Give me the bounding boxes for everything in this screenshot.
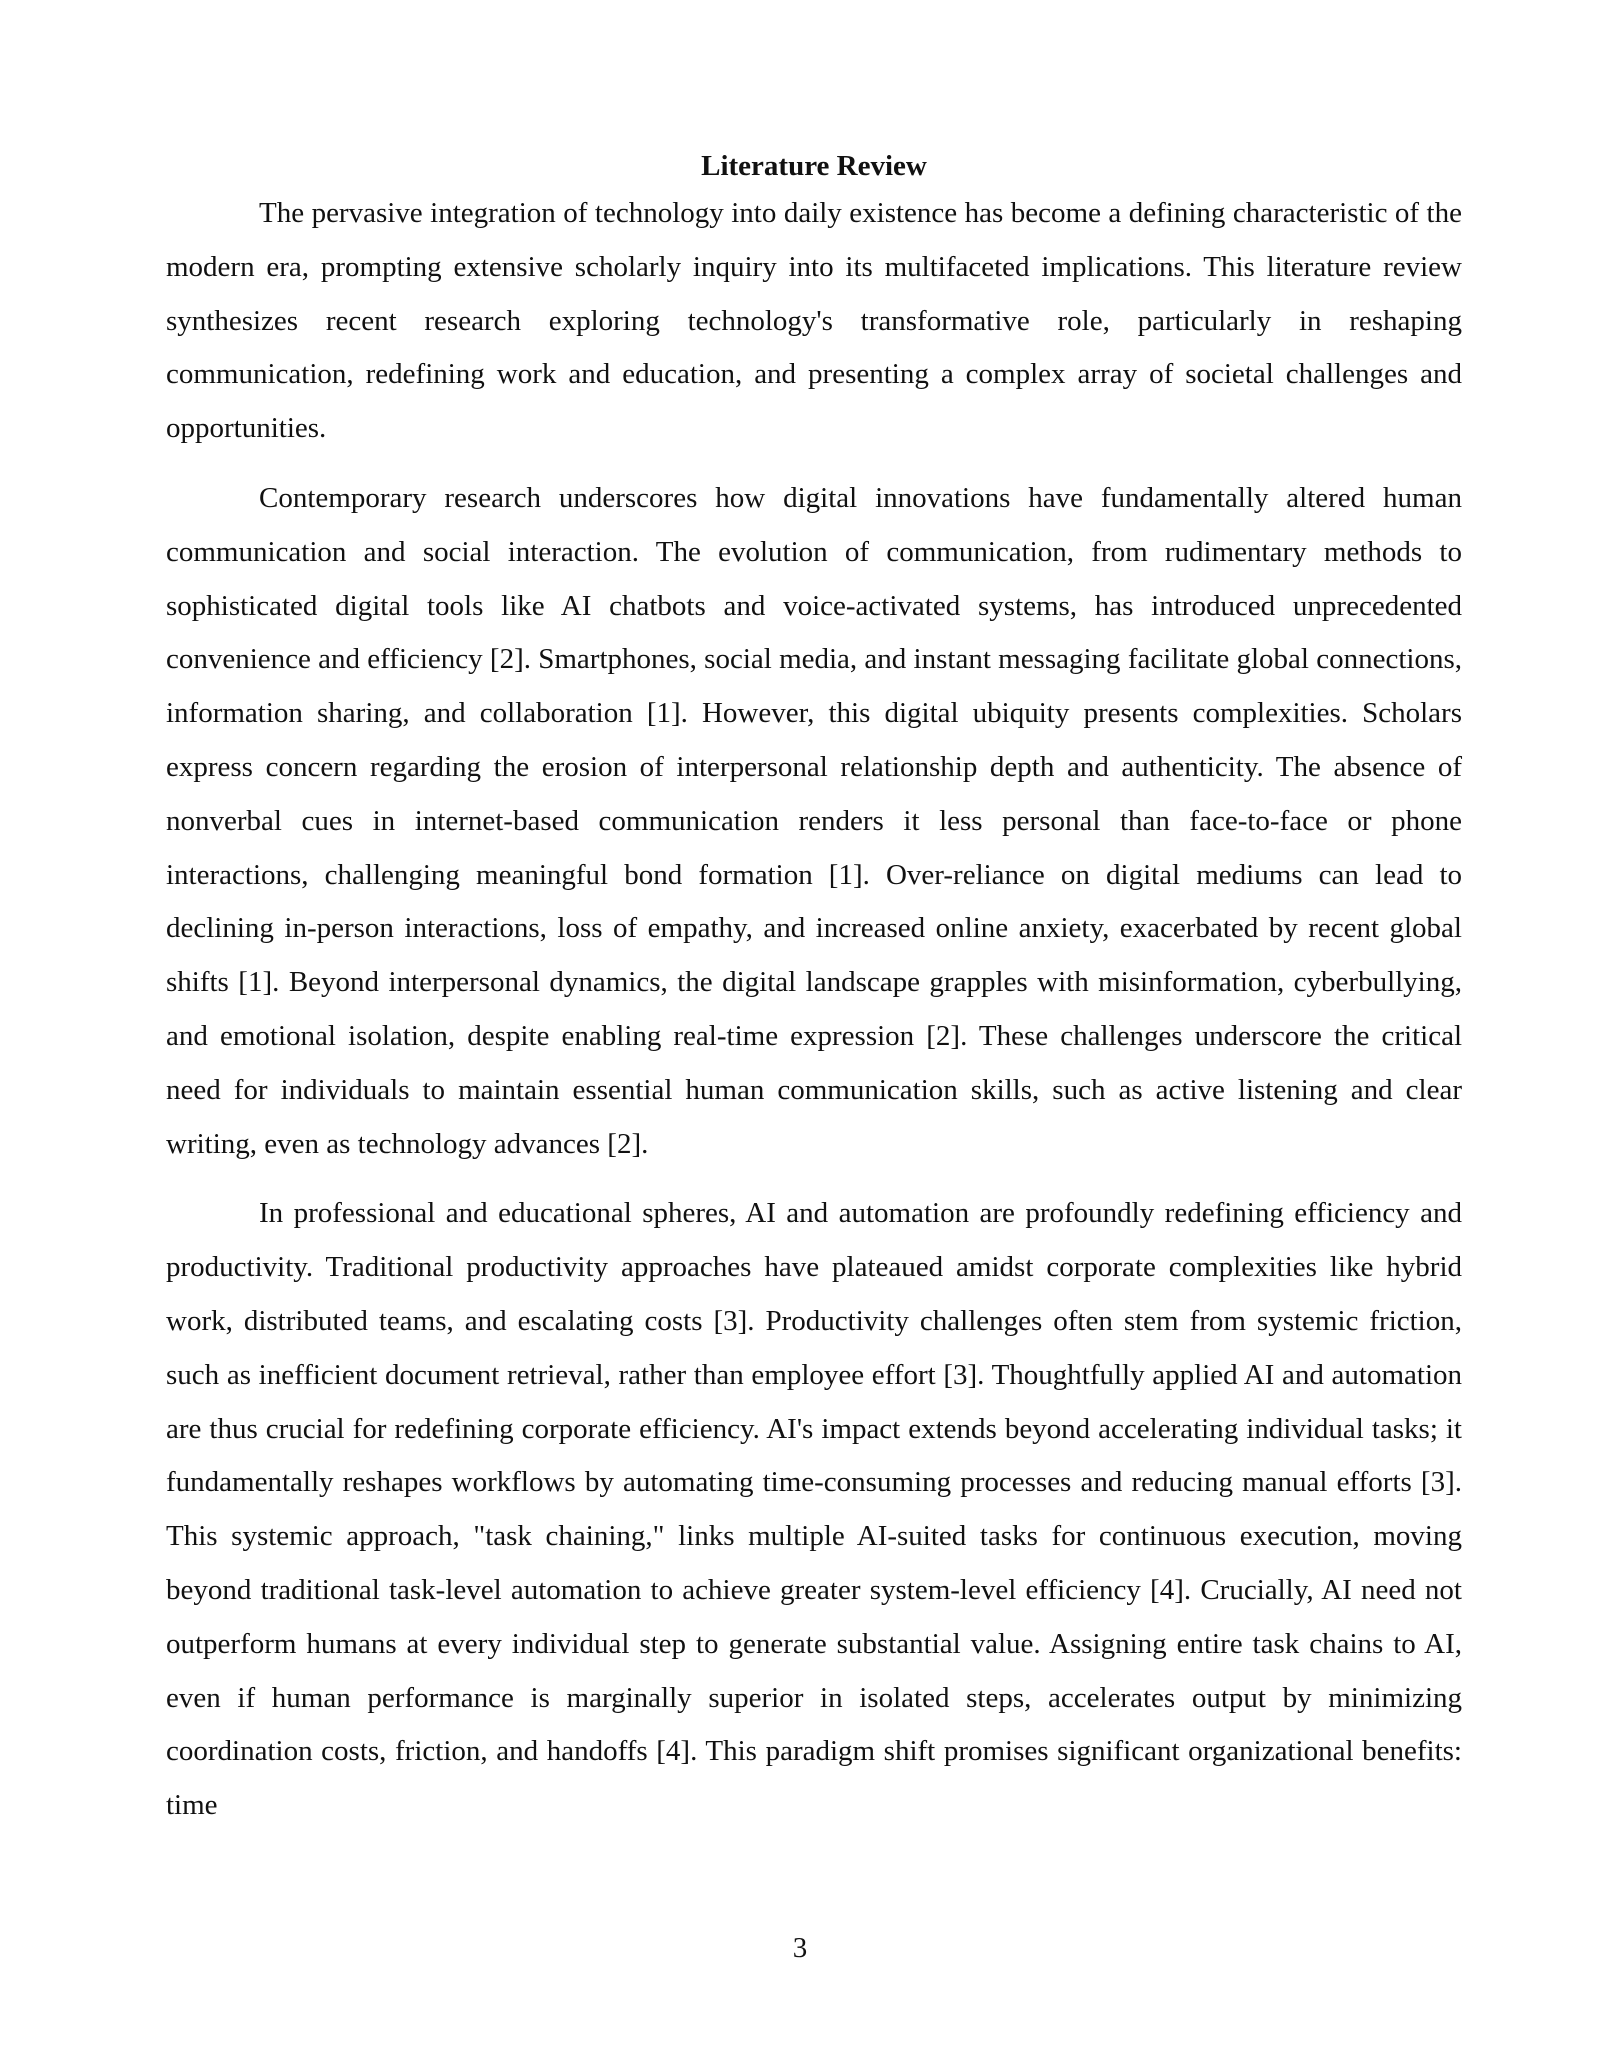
page-content — [166, 146, 1462, 1849]
paragraph-communication: Contemporary research underscores how digital innovations have fundamentally altered human communication and social interaction. The evolution of communication, from rudimentary methods to sophisticated digital tools like AI chatbots and voice-activated systems, has introduced unprecedented convenience and efficiency [2]. Smartphones, social media, and instant messaging facilitate global connections, information sharing, and collaboration [1]. However, this digital ubiquity presents complexities. Scholars express concern regarding the erosion of interpersonal relationship depth and authenticity. The absence of nonverbal cues in internet-based communication renders it less personal than face-to-face or phone interactions, challenging meaningful bond formation [1]. Over-reliance on digital mediums can lead to declining in-person interactions, loss of empathy, and increased online anxiety, exacerbated by recent global shifts [1]. Beyond interpersonal dynamics, the digital landscape grapples with misinformation, cyberbullying, and emotional isolation, despite enabling real-time expression [2]. These challenges underscore the critical need for individuals to maintain essential human communication skills, such as active listening and clear writing, even as technology advances [2]. — [166, 481, 1462, 1160]
paragraph-work-education: In professional and educational spheres, AI and automation are profoundly redefining efficiency and productivity. Traditional productivity approaches have plateaued amidst corporate complexities like hybrid work, distributed teams, and escalating costs [3]. Productivity challenges often stem from systemic friction, such as inefficient document retrieval, rather than employee effort [3]. Thoughtfully applied AI and automation are thus crucial for redefining corporate efficiency. AI's impact extends beyond accelerating individual tasks; it fundamentally reshapes workflows by automating time-consuming processes and reducing manual efforts [3]. This systemic approach, "task chaining," links multiple AI-suited tasks for continuous execution, moving beyond traditional task-level automation to achieve greater system-level efficiency [4]. Crucially, AI need not outperform humans at every individual step to generate substantial value. Assigning entire task chains to AI, even if human performance is marginally superior in isolated steps, accelerates output by minimizing coordination costs, friction, and handoffs [4]. This paradigm shift promises significant organizational benefits: time — [166, 1197, 1462, 1822]
section-heading: Literature Review — [701, 150, 927, 182]
paragraph-introduction: The pervasive integration of technology into daily existence has become a defining characteristic of the modern era, prompting extensive scholarly inquiry into its multifaceted implications. This literature review synthesizes recent research exploring technology's transformative role, particularly in reshaping communication, redefining work and education, and presenting a complex array of societal challenges and opportunities. — [166, 197, 1462, 445]
page-number: 3 — [792, 1932, 808, 1964]
